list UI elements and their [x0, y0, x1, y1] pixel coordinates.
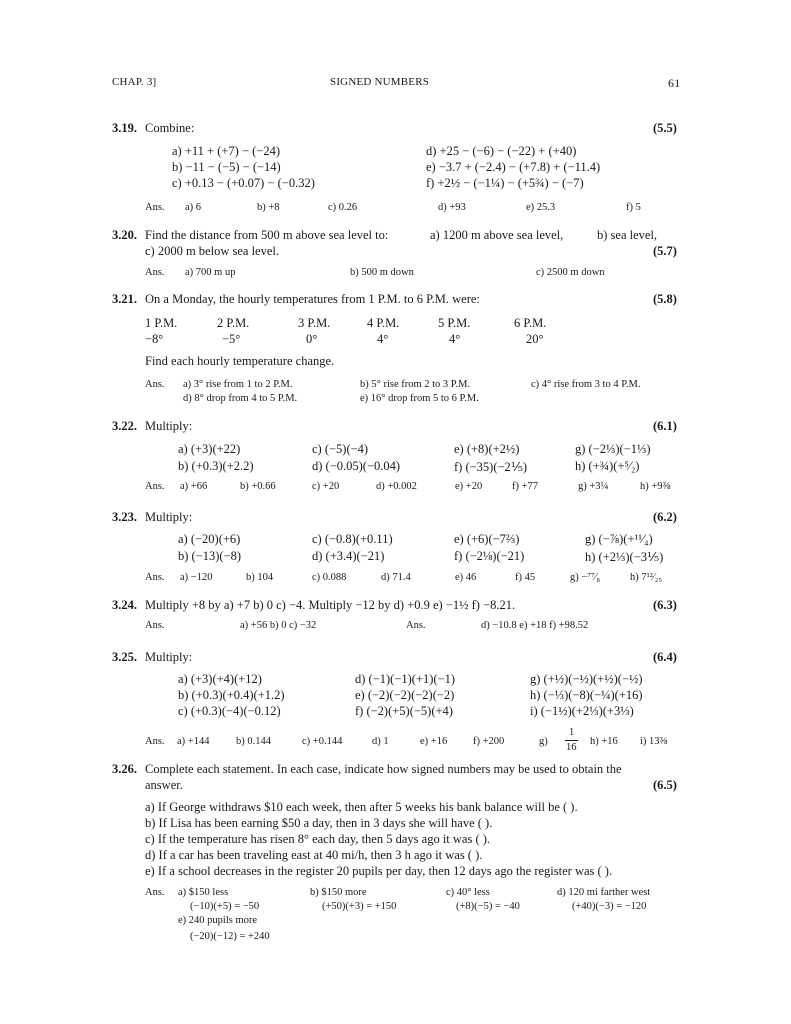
answer-label: Ans.: [145, 202, 165, 213]
answer: e) +20: [455, 481, 483, 492]
time-label: 1 P.M.: [145, 316, 178, 330]
item: b) (−13)(−8): [178, 549, 242, 563]
problem-number: 3.23.: [112, 510, 137, 524]
answer: f) +200: [473, 736, 505, 747]
item: h) (+2⅓)(−3⅕): [585, 550, 664, 564]
answer: d) 120 mi farther west: [557, 887, 651, 898]
answer: c) +0.144: [302, 736, 343, 747]
problem-text: Complete each statement. In each case, indicate how signed numbers may be used to obtain the: [145, 762, 622, 776]
temperature: −8°: [145, 332, 164, 346]
problem-text: Multiply +8 by a) +7 b) 0 c) −4. Multiply −12 by d) +0.9 e) −1½ f) −8.21.: [145, 598, 516, 612]
answer: a) +144: [177, 736, 210, 747]
answer: d) −10.8 e) +18 f) +98.52: [481, 620, 589, 631]
problem-number: 3.24.: [112, 598, 137, 612]
answer: a) 3° rise from 1 to 2 P.M.: [183, 379, 293, 390]
temperature: 4°: [449, 332, 461, 346]
problem-text: Find the distance from 500 m above sea level to:: [145, 228, 389, 242]
item: c) (−0.8)(+0.11): [312, 532, 393, 546]
answer: i) 13⅜: [640, 736, 668, 747]
item: h) (−⅓)(−8)(−¼)(+16): [530, 688, 643, 702]
item: e) (−2)(−2)(−2)(−2): [355, 688, 455, 702]
item: b) sea level,: [597, 228, 658, 242]
section-ref: (5.7): [653, 244, 677, 258]
item: c) (+0.3)(−4)(−0.12): [178, 704, 281, 718]
answer: f) 45: [515, 572, 536, 583]
item: d) If a car has been traveling east at 40 mi/h, then 3 h ago it was ( ).: [145, 848, 483, 862]
section-ref: (6.3): [653, 598, 677, 612]
answer: d) 1: [372, 736, 389, 747]
answer-label: Ans.: [145, 481, 165, 492]
section-ref: (5.5): [653, 121, 677, 135]
answer: c) 2500 m down: [536, 267, 605, 278]
problem-number: 3.26.: [112, 762, 137, 776]
answer-work: (+40)(−3) = −120: [572, 901, 647, 912]
item: a) (−20)(+6): [178, 532, 241, 546]
item: e) −3.7 + (−2.4) − (+7.8) + (−11.4): [426, 160, 601, 174]
item: f) (−35)(−2⅕): [454, 460, 528, 474]
answer: c) 0.088: [312, 572, 347, 583]
item: g) (+½)(−½)(+½)(−½): [530, 672, 643, 686]
section-ref: (6.2): [653, 510, 677, 524]
problem-text: Multiply:: [145, 650, 193, 664]
section-ref: (6.1): [653, 419, 677, 433]
item: c) (−5)(−4): [312, 442, 369, 456]
answer: e) +16: [420, 736, 448, 747]
problem-text: answer.: [145, 778, 183, 792]
answer: e) 25.3: [526, 202, 556, 213]
problem-text: Multiply:: [145, 419, 193, 433]
item: a) (+3)(+4)(+12): [178, 672, 262, 686]
answer: a) +56 b) 0 c) −32: [240, 620, 317, 631]
answer-work: (−20)(−12) = +240: [190, 931, 270, 942]
item: b) (+0.3)(+0.4)(+1.2): [178, 688, 285, 702]
answer: g): [539, 736, 548, 747]
answer: d) 71.4: [381, 572, 411, 583]
temperature: 20°: [526, 332, 544, 346]
item: d) +25 − (−6) − (−22) + (+40): [426, 144, 577, 158]
answer-label: Ans.: [145, 379, 165, 390]
answer: h) 7¹²⁄₂₅: [630, 572, 662, 583]
page-title: SIGNED NUMBERS: [330, 76, 430, 88]
answer: a) 6: [185, 202, 202, 213]
item: c) +0.13 − (+0.07) − (−0.32): [172, 176, 315, 190]
answer: c) 4° rise from 3 to 4 P.M.: [531, 379, 641, 390]
answer-label: Ans.: [145, 620, 165, 631]
temperature: 0°: [306, 332, 318, 346]
answer: b) 5° rise from 2 to 3 P.M.: [360, 379, 471, 390]
fraction-bar: [565, 740, 578, 741]
section-ref: (5.8): [653, 292, 677, 306]
answer-work: (+50)(+3) = +150: [322, 901, 397, 912]
answer-work: (+8)(−5) = −40: [456, 901, 520, 912]
answer: b) 500 m down: [350, 267, 414, 278]
problem-number: 3.20.: [112, 228, 137, 242]
item: f) (−2⅛)(−21): [454, 549, 525, 563]
answer: a) $150 less: [178, 887, 229, 898]
problem-text: Combine:: [145, 121, 195, 135]
problem-text: Find each hourly temperature change.: [145, 354, 335, 368]
temperature: 4°: [377, 332, 389, 346]
answer: b) $150 more: [310, 887, 367, 898]
item: c) 2000 m below sea level.: [145, 244, 279, 258]
fraction-denominator: 16: [566, 742, 577, 753]
answer: h) +9⅜: [640, 481, 671, 492]
item: a) +11 + (+7) − (−24): [172, 144, 281, 158]
section-ref: (6.4): [653, 650, 677, 664]
answer: a) 700 m up: [185, 267, 236, 278]
answer: e) 240 pupils more: [178, 915, 258, 926]
answer: g) +3¼: [578, 481, 609, 492]
problem-number: 3.22.: [112, 419, 137, 433]
item: d) (+3.4)(−21): [312, 549, 385, 563]
answer: f) +77: [512, 481, 539, 492]
time-label: 6 P.M.: [514, 316, 547, 330]
item: d) (−1)(−1)(+1)(−1): [355, 672, 456, 686]
answer: d) +93: [438, 202, 466, 213]
answer-label: Ans.: [145, 267, 165, 278]
answer: d) 8° drop from 4 to 5 P.M.: [183, 393, 298, 404]
answer: g) −⁷⁷⁄₈: [570, 572, 601, 583]
temperature: −5°: [222, 332, 241, 346]
answer: d) +0.002: [376, 481, 417, 492]
item: a) If George withdraws $10 each week, then after 5 weeks his bank balance will be ( ).: [145, 800, 578, 814]
chapter-label: CHAP. 3]: [112, 76, 157, 88]
answer-label: Ans.: [145, 736, 165, 747]
item: b) (+0.3)(+2.2): [178, 459, 254, 473]
item: b) If Lisa has been earning $50 a day, then in 3 days she will have ( ).: [145, 816, 493, 830]
item: g) (−⅞)(+¹¹⁄₄): [585, 532, 653, 546]
item: e) If a school decreases in the register 20 pupils per day, then 12 days ago the register was ( ).: [145, 864, 613, 878]
answer: h) +16: [590, 736, 618, 747]
item: i) (−1½)(+2⅓)(+3⅓): [530, 704, 634, 718]
item: f) (−2)(+5)(−5)(+4): [355, 704, 453, 718]
page-number: 61: [668, 76, 681, 90]
answer-label: Ans.: [145, 887, 165, 898]
answer: e) 16° drop from 5 to 6 P.M.: [360, 393, 479, 404]
item: e) (+8)(+2½): [454, 442, 520, 456]
problem-number: 3.25.: [112, 650, 137, 664]
answer: f) 5: [626, 202, 641, 213]
answer: a) −120: [180, 572, 213, 583]
answer: e) 46: [455, 572, 477, 583]
problem-number: 3.21.: [112, 292, 137, 306]
fraction-numerator: 1: [569, 727, 575, 738]
section-ref: (6.5): [653, 778, 677, 792]
answer: c) 0.26: [328, 202, 358, 213]
item: d) (−0.05)(−0.04): [312, 459, 401, 473]
item: h) (+¾)(+⁵⁄₂): [575, 459, 640, 473]
answer: b) +8: [257, 202, 280, 213]
item: a) 1200 m above sea level,: [430, 228, 564, 242]
item: f) +2½ − (−1¼) − (+5¾) − (−7): [426, 176, 584, 190]
time-label: 5 P.M.: [438, 316, 471, 330]
answer-work: (−10)(+5) = −50: [190, 901, 260, 912]
answer: b) +0.66: [240, 481, 276, 492]
problem-text: Multiply:: [145, 510, 193, 524]
answer: c) 40° less: [446, 887, 490, 898]
item: c) If the temperature has risen 8° each day, then 5 days ago it was ( ).: [145, 832, 491, 846]
answer: a) +66: [180, 481, 208, 492]
answer-label: Ans.: [145, 572, 165, 583]
time-label: 2 P.M.: [217, 316, 250, 330]
item: b) −11 − (−5) − (−14): [172, 160, 281, 174]
item: g) (−2⅓)(−1⅓): [575, 442, 651, 456]
answer: c) +20: [312, 481, 340, 492]
time-label: 4 P.M.: [367, 316, 400, 330]
item: e) (+6)(−7⅔): [454, 532, 520, 546]
answer-label: Ans.: [406, 620, 426, 631]
problem-text: On a Monday, the hourly temperatures from 1 P.M. to 6 P.M. were:: [145, 292, 480, 306]
answer: b) 0.144: [236, 736, 271, 747]
item: a) (+3)(+22): [178, 442, 241, 456]
answer: b) 104: [246, 572, 274, 583]
problem-number: 3.19.: [112, 121, 137, 135]
time-label: 3 P.M.: [298, 316, 331, 330]
